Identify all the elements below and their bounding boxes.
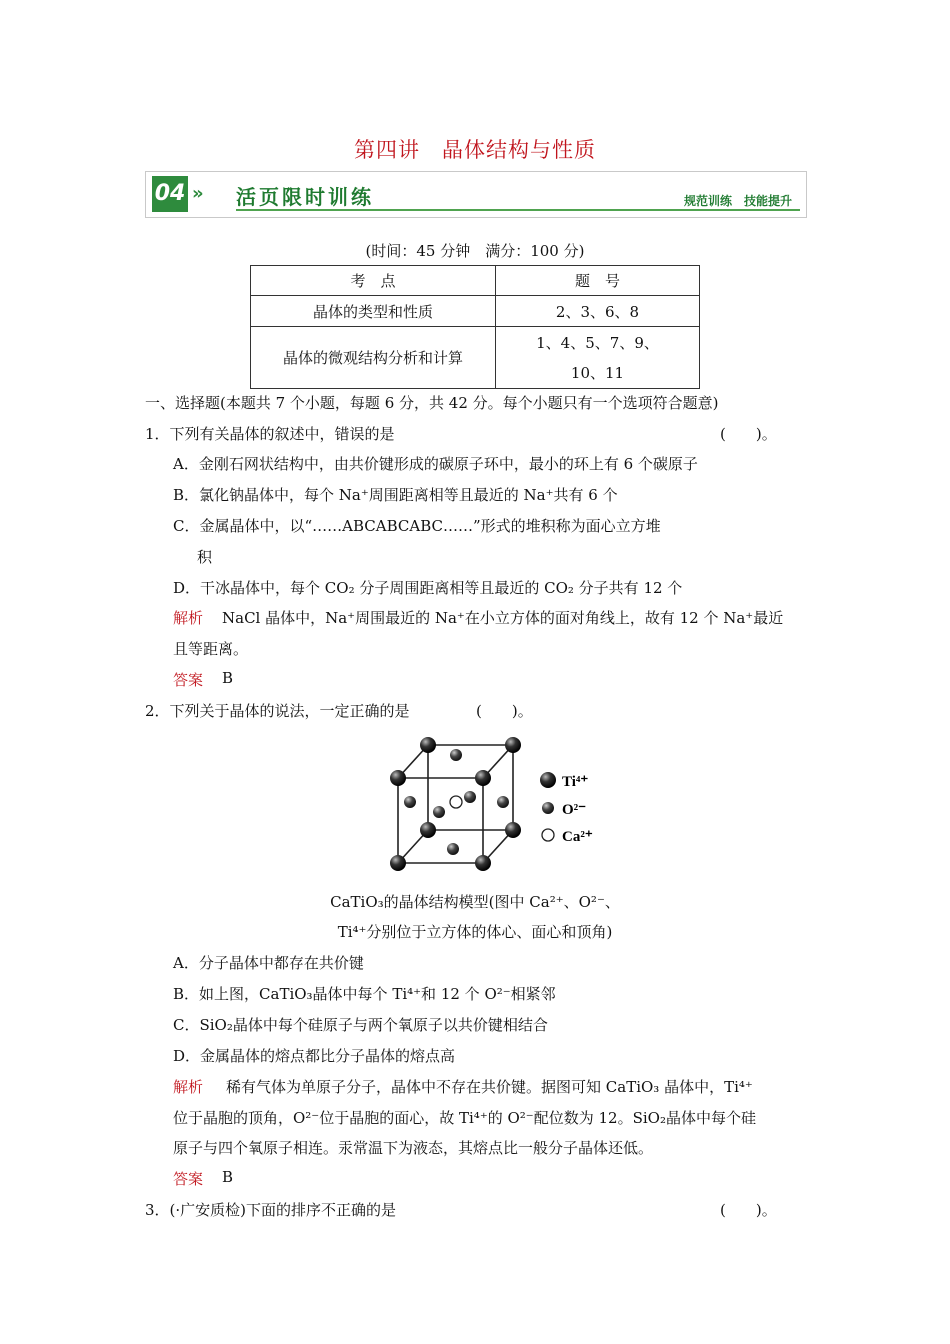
option-a: A．金刚石网状结构中，由共价键形成的碳原子环中，最小的环上有 6 个碳原子: [173, 455, 698, 473]
analysis-text: 稀有气体为单原子分子，晶体中不存在共价键。据图可知 CaTiO₃ 晶体中，Ti⁴⁺: [226, 1078, 753, 1096]
table-cell: 晶体的微观结构分析和计算: [251, 327, 496, 389]
option-b: B．如上图，CaTiO₃晶体中每个 Ti⁴⁺和 12 个 O²⁻相紧邻: [173, 985, 556, 1003]
table-cell: 1、4、5、7、9、10、11: [496, 327, 700, 389]
calcium-ion: [450, 796, 462, 808]
analysis-label: 解析: [173, 609, 204, 627]
analysis-text: NaCl 晶体中，Na⁺周围最近的 Na⁺在小立方体的面对角线上，故有 12 个 Na⁺最近: [222, 609, 784, 627]
exam-info: (时间：45 分钟 满分：100 分): [365, 242, 585, 260]
analysis-text: 原子与四个氧原子相连。汞常温下为液态，其熔点比一般分子晶体还低。: [173, 1139, 654, 1157]
banner-subtitle: 规范训练 技能提升: [683, 194, 792, 208]
topic-table: [250, 265, 700, 389]
answer-blank: ( )。: [720, 425, 777, 443]
page-title: 第四讲 晶体结构与性质: [354, 138, 596, 162]
section-heading: 一、选择题(本题共 7 个小题，每题 6 分，共 42 分。每个小题只有一个选项符合题意): [145, 394, 719, 412]
crystal-structure-figure: [380, 728, 610, 880]
legend-ti: Ti⁴⁺: [562, 774, 589, 790]
table-header-cell: 考 点: [251, 266, 496, 296]
analysis-label: 解析: [173, 1078, 204, 1096]
answer-blank: ( )。: [720, 1201, 777, 1219]
analysis-text: 且等距离。: [173, 640, 249, 658]
question-2-stem: 2．下列关于晶体的说法，一定正确的是: [145, 702, 410, 720]
answer-label: 答案: [173, 671, 204, 689]
figure-caption: Ti⁴⁺分别位于立方体的体心、面心和顶角): [337, 923, 613, 941]
legend-o: O²⁻: [562, 802, 587, 818]
option-b: B．氯化钠晶体中，每个 Na⁺周围距离相等且最近的 Na⁺共有 6 个: [173, 486, 618, 504]
table-cell: 晶体的类型和性质: [251, 296, 496, 327]
banner-number: 04: [152, 176, 188, 212]
answer-blank: ( )。: [476, 702, 533, 720]
option-a: A．分子晶体中都存在共价键: [173, 954, 364, 972]
answer-value: B: [222, 1168, 234, 1186]
banner-title: 活页限时训练: [236, 185, 374, 209]
legend-ca: Ca²⁺: [562, 829, 593, 845]
chevron-right-icon: »: [192, 183, 204, 204]
table-row: [251, 296, 700, 327]
banner-underline: [236, 209, 800, 211]
option-c-continued: 积: [197, 548, 213, 566]
section-banner: [145, 171, 807, 218]
option-d: D．金属晶体的熔点都比分子晶体的熔点高: [173, 1047, 456, 1065]
answer-label: 答案: [173, 1170, 204, 1188]
table-header-row: [251, 266, 700, 296]
option-d: D．干冰晶体中，每个 CO₂ 分子周围距离相等且最近的 CO₂ 分子共有 12 个: [173, 579, 683, 597]
question-1-stem: 1．下列有关晶体的叙述中，错误的是: [145, 425, 395, 443]
figure-caption: CaTiO₃的晶体结构模型(图中 Ca²⁺、O²⁻、: [330, 893, 620, 911]
answer-value: B: [222, 669, 234, 687]
table-header-cell: 题 号: [496, 266, 700, 296]
question-3-stem: 3．(·广安质检)下面的排序不正确的是: [145, 1201, 397, 1219]
option-c: C．SiO₂晶体中每个硅原子与两个氧原子以共价键相结合: [173, 1016, 548, 1034]
analysis-text: 位于晶胞的顶角，O²⁻位于晶胞的面心，故 Ti⁴⁺的 O²⁻配位数为 12。SiO₂晶体中每个硅: [173, 1109, 756, 1127]
table-row: [251, 327, 700, 389]
figure-legend: [540, 772, 593, 845]
option-c: C．金属晶体中，以“……ABCABCABC……”形式的堆积称为面心立方堆: [173, 517, 661, 535]
table-cell: 2、3、6、8: [496, 296, 700, 327]
